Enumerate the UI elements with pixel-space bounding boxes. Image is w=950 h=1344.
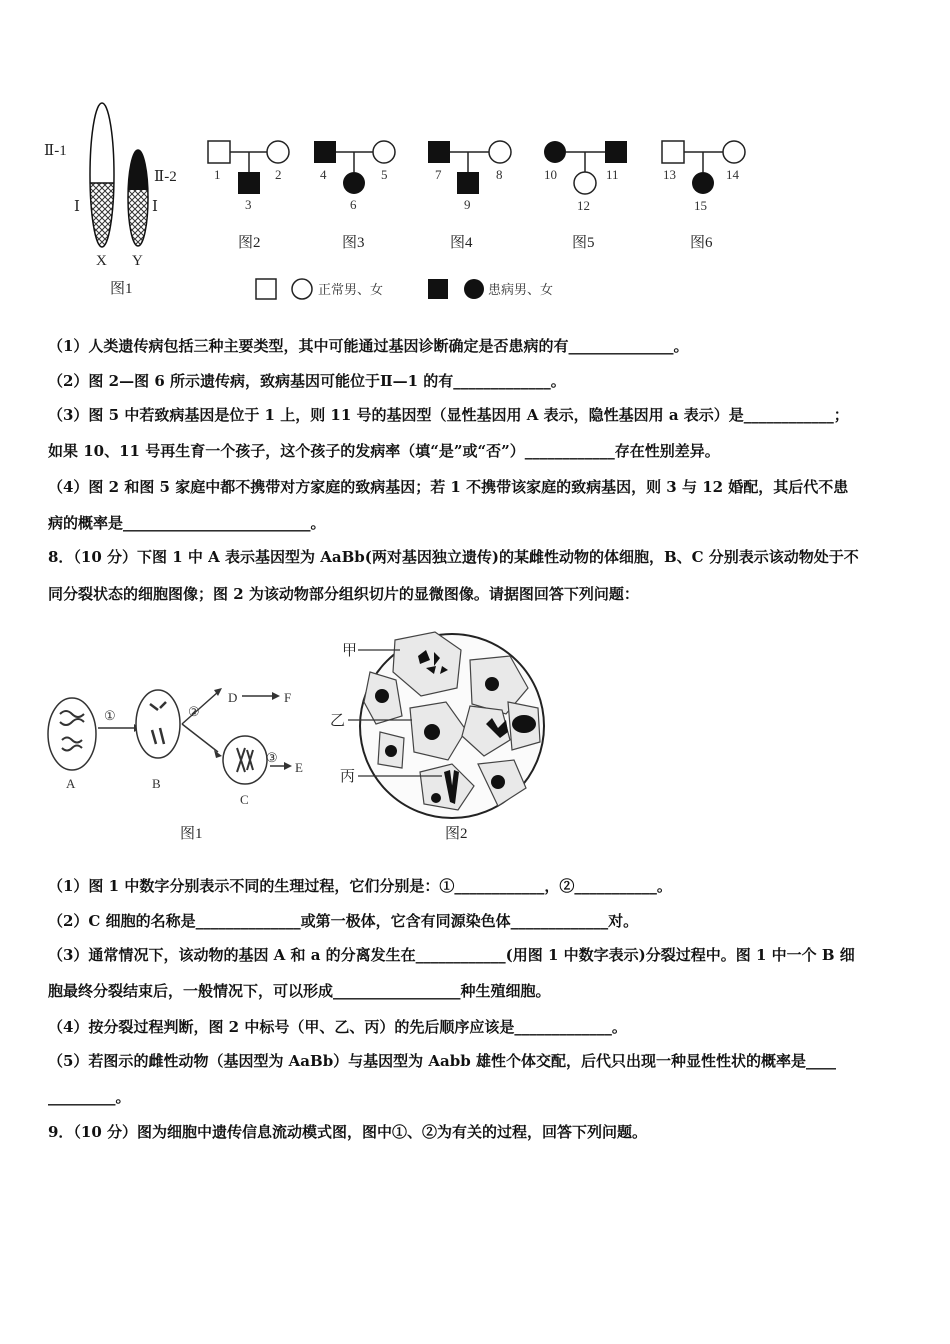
ped-num-13: 13 [663,167,676,182]
label-y: Y [132,253,143,269]
q7-part2: （2）图 2—图 6 所示遗传病，致病基因可能位于Ⅱ—1 的有_____________。 [48,372,566,390]
q8-part5-cont: _________。 [48,1088,131,1106]
pedigree-fig5 [544,141,627,251]
ped-num-8: 8 [496,167,503,182]
pedigree-fig6 [662,141,745,251]
cell-label-b: B [152,776,161,791]
ped-num-7: 7 [435,167,442,182]
cell-label-f: F [284,690,292,705]
ped-num-2: 2 [275,167,282,182]
q8-part2: （2）C 细胞的名称是______________或第一极体，它含有同源染色体_____________对。 [48,912,639,930]
ped-num-11: 11 [606,167,619,182]
pedigree-fig2 [208,141,289,251]
cell-division-figure [40,612,560,852]
label-i-left: Ⅰ [74,199,80,215]
q9-stem: 9．（10 分）图为细胞中遗传信息流动模式图，图中①、②为有关的过程，回答下列问题。 [48,1123,648,1141]
cell-c [223,736,267,784]
cell-b [136,690,180,758]
q7-part4: （4）图 2 和图 5 家庭中都不携带对方家庭的致病基因；若 1 不携带该家庭的致病基因，则 3 与 12 婚配，其后代不患 [48,478,849,496]
label-yi: 乙 [330,713,346,729]
pedigree-legend [256,279,553,299]
ped-num-1: 1 [214,167,221,182]
ped-num-9: 9 [464,197,471,212]
x-chromosome [88,103,116,253]
genetics-figure [30,95,790,310]
q8-stem-cont: 同分裂状态的细胞图像；图 2 为该动物部分组织切片的显微图像。请据图回答下列问题： [48,585,639,603]
q7-part3-cont: 如果 10、11 号再生育一个孩子，这个孩子的发病率（填“是”或“否”）____________存在性别差异。 [48,442,720,460]
ped-num-4: 4 [320,167,327,182]
label-i-right: Ⅰ [152,199,158,215]
cell-label-c: C [240,792,249,807]
q8-part3-cont: 胞最终分裂结束后，一般情况下，可以形成_________________种生殖细胞。 [48,982,551,1000]
micrograph [360,632,544,818]
legend-normal-label: 正常男、女 [318,282,384,297]
step-label-3: ③ [266,750,278,765]
q8-part5: （5）若图示的雌性动物（基因型为 AaBb）与基因型为 Aabb 雄性个体交配，后代只出现一种显性性状的概率是____ [48,1052,836,1070]
cell-label-d: D [228,690,238,705]
label-bing: 丙 [340,769,356,785]
q8-part3: （3）通常情况下，该动物的基因 A 和 a 的分离发生在____________(用图 1 中数字表示)分裂过程中。图 1 中一个 B 细 [48,946,855,964]
step-label-2: ② [188,704,200,719]
ped-num-15: 15 [694,198,707,213]
pedigree-fig3 [314,141,395,251]
q8-part4: （4）按分裂过程判断，图 2 中标号（甲、乙、丙）的先后顺序应该是_____________。 [48,1018,627,1036]
cell-label-a: A [66,776,76,791]
q7-part1: （1）人类遗传病包括三种主要类型，其中可能通过基因诊断确定是否患病的有______________。 [48,337,689,355]
fig3-caption-top: 图3 [342,235,365,251]
label-jia: 甲 [342,643,358,659]
fig2-caption-top: 图2 [238,235,261,251]
ped-num-10: 10 [544,167,557,182]
pedigree-fig4 [428,141,511,251]
q7-part3: （3）图 5 中若致病基因是位于 1 上，则 11 号的基因型（显性基因用 A 表示，隐性基因用 a 表示）是____________； [48,406,849,424]
fig2-caption-mid: 图2 [445,826,468,842]
ped-num-12: 12 [577,198,590,213]
ped-num-3: 3 [245,197,252,212]
fig5-caption-top: 图5 [572,235,595,251]
fig1-caption-top: 图1 [110,281,133,297]
label-x: X [96,253,107,269]
ped-num-14: 14 [726,167,739,182]
q8-part1: （1）图 1 中数字分别表示不同的生理过程，它们分别是：①____________，②___________。 [48,877,672,895]
cell-a [48,698,96,770]
step-label-1: ① [104,708,116,723]
ped-num-6: 6 [350,197,357,212]
ped-num-5: 5 [381,167,388,182]
fig6-caption-top: 图6 [690,235,713,251]
cell-label-e: E [295,760,303,775]
legend-affected-label: 患病男、女 [488,282,554,297]
label-ii2: Ⅱ-2 [154,169,177,185]
q8-stem: 8．（10 分）下图 1 中 A 表示基因型为 AaBb(两对基因独立遗传)的某雌性动物的体细胞，B、C 分别表示该动物处于不 [48,548,859,566]
q7-part4-cont: 病的概率是_________________________。 [48,514,326,532]
fig4-caption-top: 图4 [450,235,473,251]
y-chromosome [126,150,150,250]
label-ii1: Ⅱ-1 [44,143,67,159]
fig1-caption-mid: 图1 [180,826,203,842]
